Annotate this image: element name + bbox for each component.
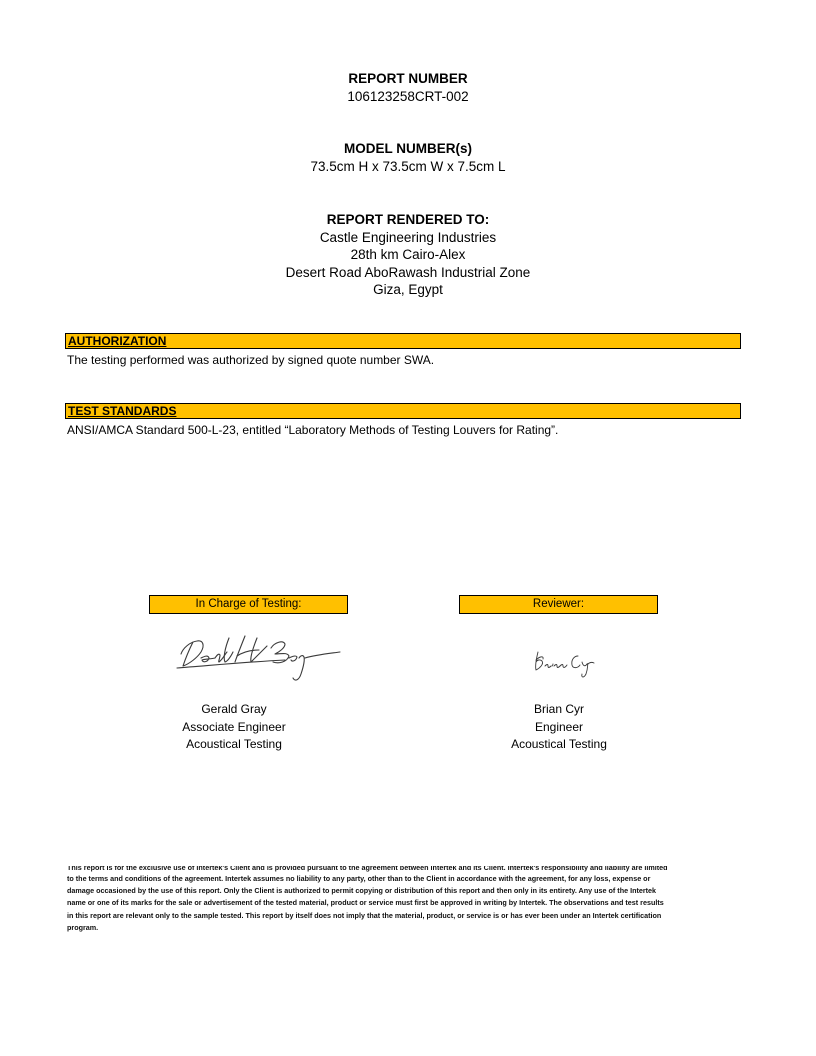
rendered-to-line: Desert Road AboRawash Industrial Zone — [285, 264, 531, 280]
report-number-block — [0, 70, 816, 105]
report-number-value: 106123258CRT-002 — [347, 88, 469, 104]
in-charge-name: Gerald Gray — [201, 702, 267, 716]
rendered-to-line: 28th km Cairo-Alex — [350, 247, 466, 262]
reviewer-name: Brian Cyr — [533, 702, 584, 716]
disclaimer — [67, 866, 741, 952]
rendered-to-line: Castle Engineering Industries — [319, 229, 497, 245]
model-number-value: 73.5cm H x 73.5cm W x 7.5cm L — [310, 158, 506, 174]
disclaimer-line: program. — [67, 922, 99, 932]
model-number-block — [0, 140, 816, 175]
gerald-gray-signature-image — [175, 628, 350, 688]
in-charge-of-testing-label: In Charge of Testing: — [149, 595, 348, 614]
reviewer-label: Reviewer: — [459, 595, 658, 614]
disclaimer-line: This report is for the exclusive use of Intertek's Client and is provided pursuant to the agreement between Intertek and its Client. Intertek's responsibility and liability are limited — [67, 866, 668, 872]
brian-cyr-signature-image — [530, 646, 600, 680]
disclaimer-line: name or one of its marks for the sale or advertisement of the tested material, product or service must first be approved in writing by Intertek. The observations and test results — [67, 898, 664, 908]
rendered-to-block — [0, 211, 816, 299]
disclaimer-line: in this report are relevant only to the sample tested. This report by itself does not imply that the material, product, or service is or has ever been under an Intertek certification — [67, 910, 662, 920]
in-charge-info — [149, 701, 319, 754]
rendered-to-label: REPORT RENDERED TO: — [326, 212, 490, 227]
in-charge-department: Acoustical Testing — [186, 737, 282, 751]
reviewer-info — [474, 701, 644, 754]
test-standards-heading: TEST STANDARDS — [65, 403, 741, 419]
reviewer-department: Acoustical Testing — [511, 737, 607, 751]
authorization-text: The testing performed was authorized by signed quote number SWA. — [67, 353, 435, 367]
disclaimer-line: to the terms and conditions of the agreement. Intertek assumes no liability to any party, other than to the Client in accordance with the agreement, for any loss, expense or — [67, 874, 651, 883]
report-number-label: REPORT NUMBER — [348, 71, 468, 86]
reviewer-title: Engineer — [534, 719, 584, 734]
model-number-label: MODEL NUMBER(s) — [344, 141, 472, 156]
rendered-to-line: Giza, Egypt — [373, 282, 443, 297]
authorization-heading: AUTHORIZATION — [65, 333, 741, 349]
in-charge-title: Associate Engineer — [182, 719, 286, 734]
test-standards-text: ANSI/AMCA Standard 500-L-23, entitled “Laboratory Methods of Testing Louvers for Rating”. — [67, 423, 559, 437]
disclaimer-line: damage occasioned by the use of this report. Only the Client is authorized to permit copying or distribution of this report and then only in its entirety. Any use of the Intertek — [67, 886, 657, 896]
